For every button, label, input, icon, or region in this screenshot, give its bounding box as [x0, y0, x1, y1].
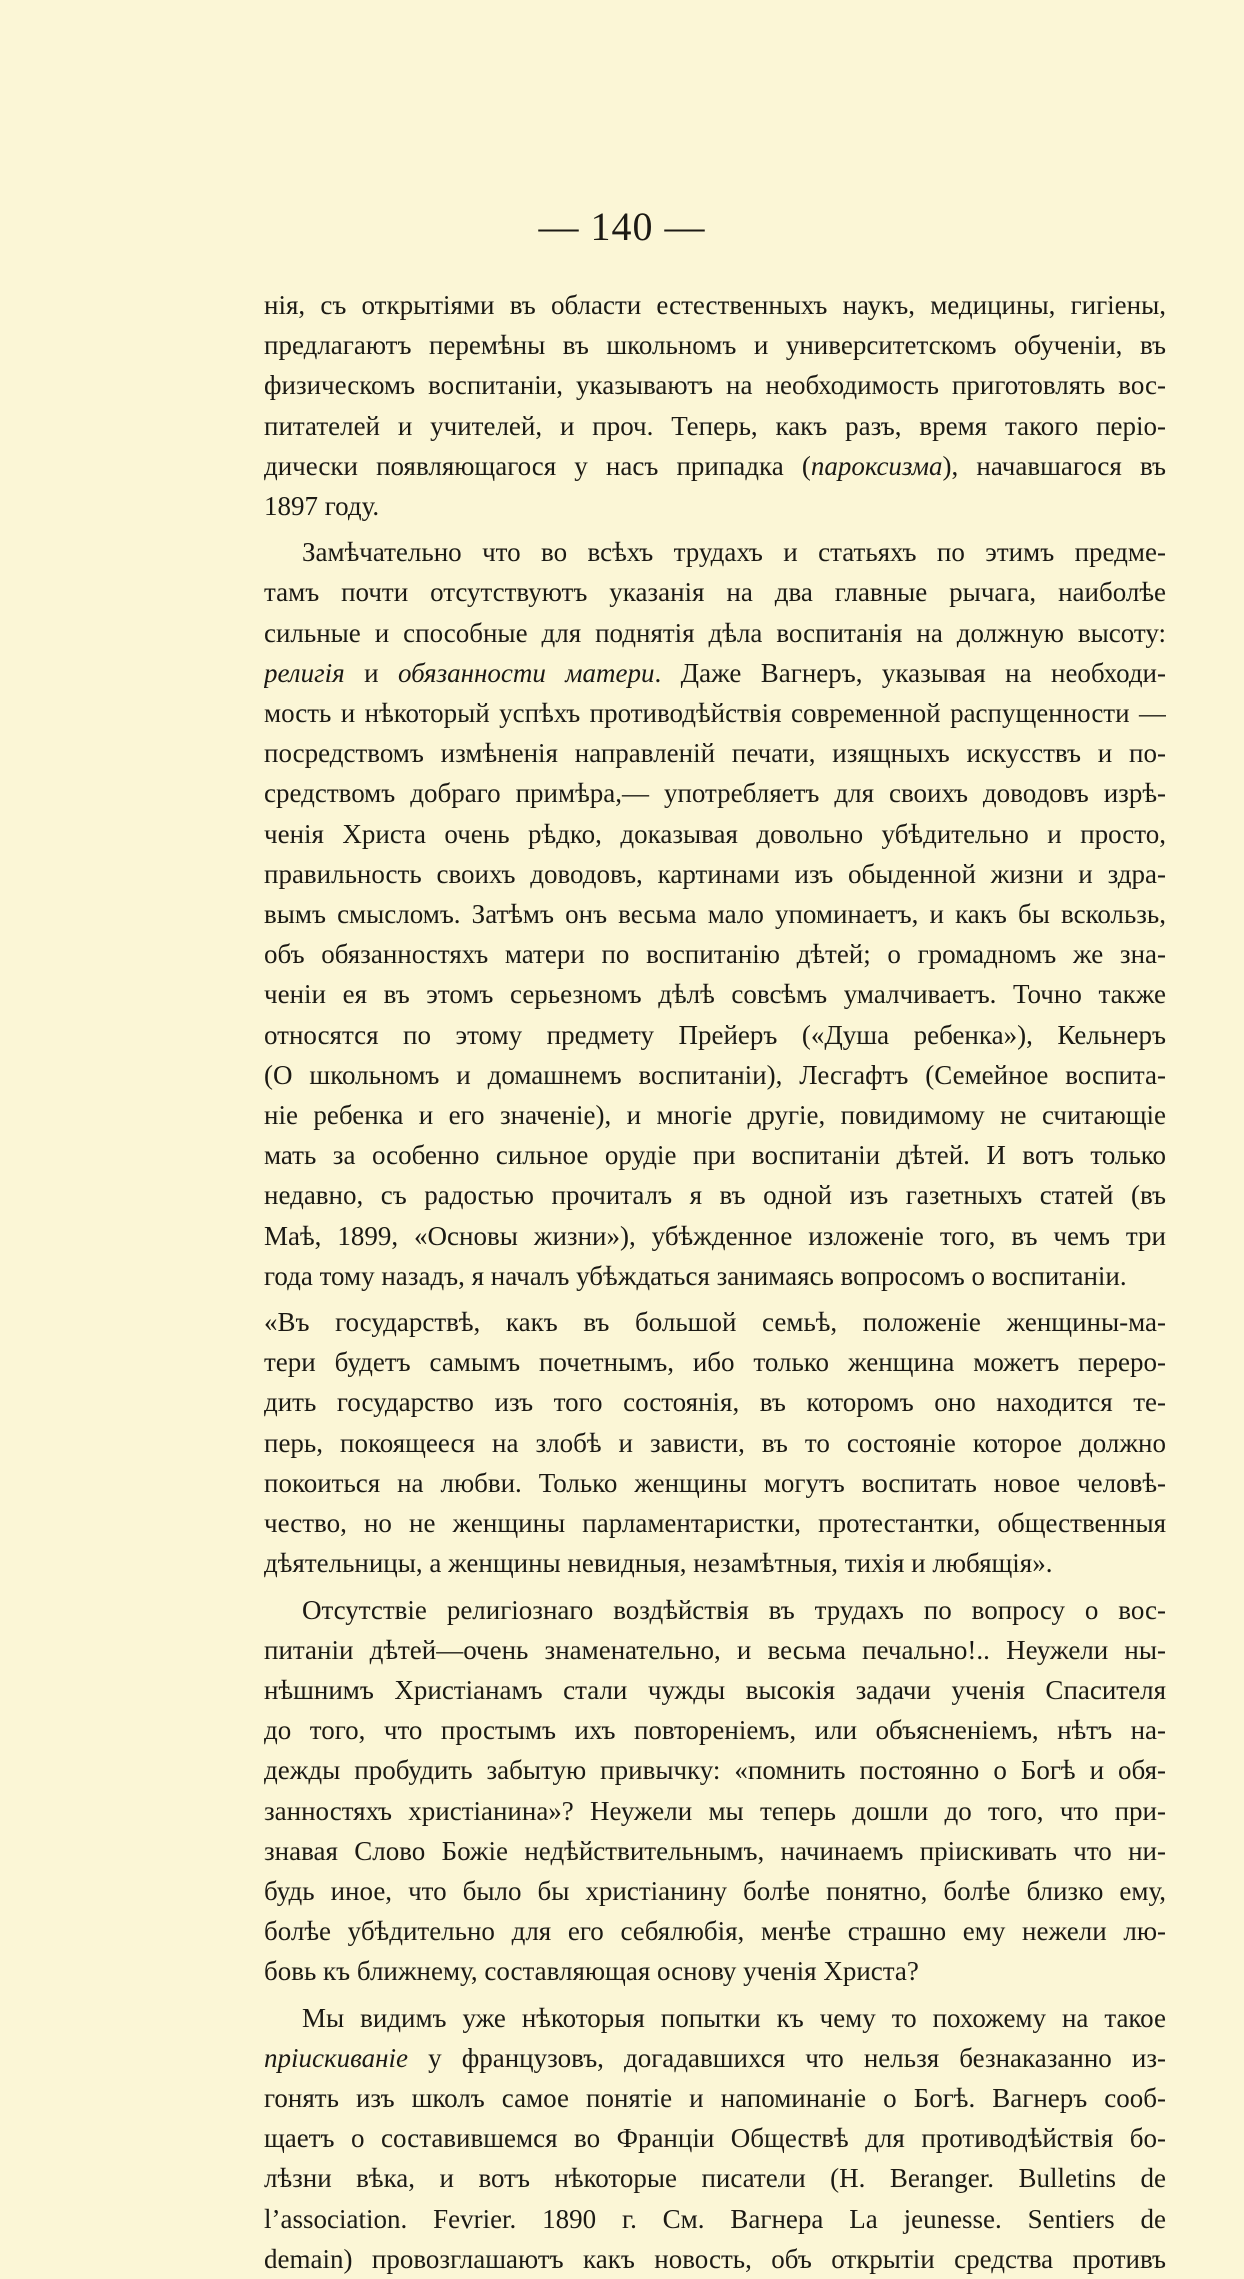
text-line: demain) провозглашаютъ какъ новость, объ открытіи средства противъ — [264, 2243, 1166, 2274]
text-line: мость и нѣкоторый успѣхъ противодѣйствія современной распущенности — — [264, 698, 1166, 729]
text-line: Мы видимъ уже нѣкоторыя попытки къ чему то похожему на такое — [302, 2002, 1166, 2033]
body-text — [264, 285, 1166, 2279]
text-line: предлагаютъ перемѣны въ школьномъ и университетскомъ обученіи, въ — [264, 330, 1166, 361]
emphasized-term: пріискиваніе — [264, 2042, 409, 2073]
text-line: дежды пробудить забытую привычку: «помнить постоянно о Богѣ и обя- — [264, 1755, 1166, 1786]
paragraph — [264, 1590, 1166, 1992]
paragraph — [264, 1302, 1166, 1583]
text-line: l’association. Fevrier. 1890 г. См. Вагнера La jeunesse. Sentiers de — [264, 2203, 1166, 2234]
text-line: будь иное, что было бы христіанину болѣе понятно, болѣе близко ему, — [264, 1875, 1166, 1906]
text-line: бовь къ ближнему, составляющая основу ученія Христа? — [264, 1956, 919, 1987]
text-line: дически появляющагося у насъ припадка (пароксизма), начавшагося въ — [264, 450, 1166, 481]
text-line: питателей и учителей, и проч. Теперь, какъ разъ, время такого періо- — [264, 410, 1166, 441]
text-line: «Въ государствѣ, какъ въ большой семьѣ, положеніе женщины-ма- — [264, 1307, 1166, 1338]
text-line: пріискиваніе у французовъ, догадавшихся что нельзя безнаказанно из- — [264, 2042, 1166, 2073]
text-line: мать за особенно сильное орудіе при воспитаніи дѣтей. И вотъ только — [264, 1140, 1166, 1171]
text-line: 1897 году. — [264, 491, 380, 522]
text-line: недавно, съ радостью прочиталъ я въ одной изъ газетныхъ статей (въ — [264, 1180, 1166, 1211]
text-line: тери будетъ самымъ почетнымъ, ибо только женщина можетъ переро- — [264, 1347, 1166, 1378]
text-line: покоиться на любви. Только женщины могутъ воспитать новое человѣ- — [264, 1467, 1166, 1498]
emphasized-term: пароксизма — [810, 450, 943, 481]
text-line: знавая Слово Божіе недѣйствительнымъ, начинаемъ пріискивать что ни- — [264, 1835, 1166, 1866]
text-line: лѣзни вѣка, и вотъ нѣкоторые писатели (H. Beranger. Bulletins de — [264, 2163, 1166, 2194]
text-line: чество, но не женщины парламентаристки, протестантки, общественныя — [264, 1508, 1166, 1539]
text-line: ніе ребенка и его значеніе), и многіе другіе, повидимому не считающіе — [264, 1100, 1166, 1131]
paragraph — [264, 532, 1166, 1296]
text-line: правильность своихъ доводовъ, картинами изъ обыденной жизни и здра- — [264, 858, 1166, 889]
text-line: посредствомъ измѣненія направленій печати, изящныхъ искусствъ и по- — [264, 738, 1166, 769]
paragraph — [264, 285, 1166, 526]
text-line: года тому назадъ, я началъ убѣждаться занимаясь вопросомъ о воспитаніи. — [264, 1260, 1127, 1291]
text-line: Отсутствіе религіознаго воздѣйствія въ трудахъ по вопросу о вос- — [302, 1594, 1166, 1625]
text-line: нія, съ открытіями въ области естественныхъ наукъ, медицины, гигіены, — [264, 290, 1166, 320]
text-line: физическомъ воспитаніи, указываютъ на необходимость приготовлять вос- — [264, 370, 1166, 401]
text-line: относятся по этому предмету Прейеръ («Душа ребенка»), Кельнеръ — [264, 1019, 1166, 1050]
text-line: гонять изъ школъ самое понятіе и напоминаніе о Богѣ. Вагнеръ сооб- — [264, 2082, 1166, 2113]
text-line: до того, что простымъ ихъ повтореніемъ, или объясненіемъ, нѣтъ на- — [264, 1715, 1166, 1746]
page-number: — 140 — — [538, 204, 706, 249]
text-line: (О школьномъ и домашнемъ воспитаніи), Лесгафтъ (Семейное воспита- — [264, 1059, 1166, 1090]
text-line: вымъ смысломъ. Затѣмъ онъ весьма мало упоминаетъ, и какъ бы вскользь, — [264, 899, 1166, 930]
text-line: объ обязанностяхъ матери по воспитанію дѣтей; о громадномъ же зна- — [264, 939, 1166, 970]
text-line: нѣшнимъ Христіанамъ стали чужды высокія задачи ученія Спасителя — [264, 1674, 1166, 1705]
text-line: дить государство изъ того состоянія, въ которомъ оно находится те- — [264, 1387, 1166, 1418]
text-line: Замѣчательно что во всѣхъ трудахъ и статьяхъ по этимъ предме- — [302, 537, 1166, 568]
emphasized-term: обязанности матери — [397, 657, 655, 688]
text-line: щаетъ о составившемся во Франціи Обществѣ для противодѣйствія бо- — [264, 2123, 1166, 2154]
text-line: болѣе убѣдительно для его себялюбія, менѣе страшно ему нежели лю- — [264, 1916, 1166, 1947]
text-line: занностяхъ христіанина»? Неужели мы теперь дошли до того, что при- — [264, 1795, 1166, 1826]
text-line: перь, покоящееся на злобѣ и зависти, въ то состояніе которое должно — [264, 1427, 1166, 1458]
text-line: ченіи ея въ этомъ серьезномъ дѣлѣ совсѣмъ умалчиваетъ. Точно также — [264, 979, 1166, 1010]
text-line: Маѣ, 1899, «Основы жизни»), убѣжденное изложеніе того, въ чемъ три — [264, 1220, 1166, 1251]
text-line: питаніи дѣтей—очень знаменательно, и весьма печально!.. Неужели ны- — [264, 1634, 1166, 1665]
text-line: сильные и способные для поднятія дѣла воспитанія на должную высоту: — [264, 617, 1166, 648]
paragraph — [264, 1998, 1166, 2279]
text-line: средствомъ добраго примѣра,— употребляетъ для своихъ доводовъ изрѣ- — [264, 778, 1166, 809]
text-line: дѣятельницы, а женщины невидныя, незамѣтныя, тихія и любящія». — [264, 1548, 1053, 1579]
text-line: тамъ почти отсутствуютъ указанія на два главные рычага, наиболѣе — [264, 577, 1166, 608]
emphasized-term: религія — [264, 657, 345, 688]
text-line: религія и обязанности матери. Даже Вагнеръ, указывая на необходи- — [264, 657, 1166, 688]
text-line: ченія Христа очень рѣдко, доказывая довольно убѣдительно и просто, — [264, 818, 1166, 849]
